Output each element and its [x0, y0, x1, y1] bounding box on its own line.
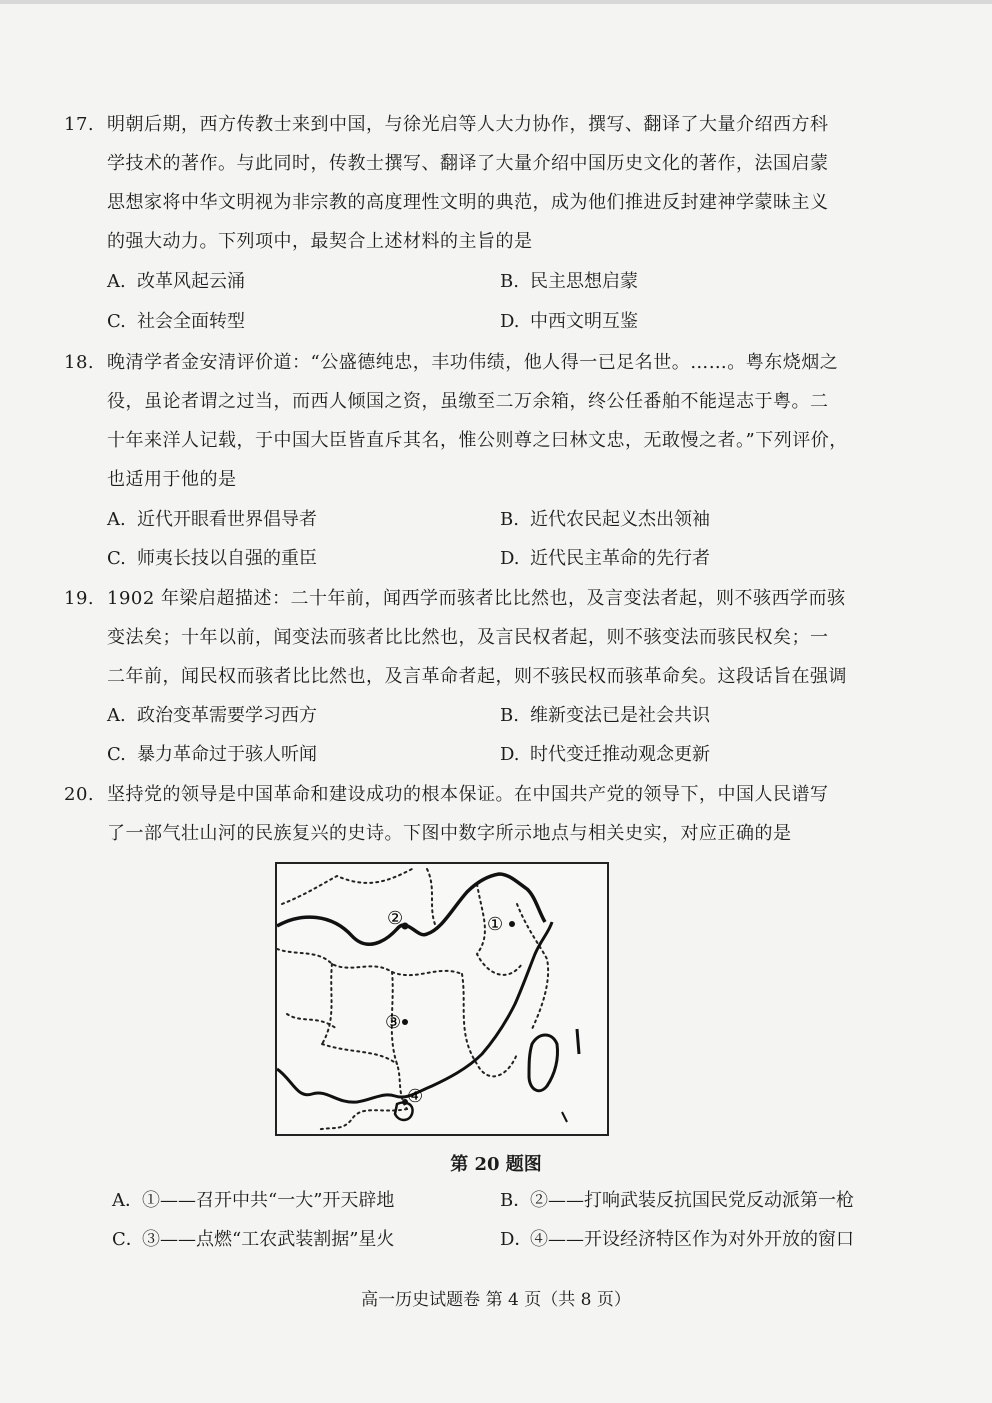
option-letter: A.	[107, 705, 126, 726]
option-letter: C.	[107, 548, 126, 569]
map-svg	[277, 864, 607, 1134]
question-number: 19.	[64, 588, 95, 609]
option-text: 暴力革命过于骇人听闻	[137, 744, 317, 765]
page-edge	[0, 0, 992, 4]
option-b[interactable]	[500, 705, 710, 727]
option-letter: A.	[107, 271, 126, 292]
option-text: 改革风起云涌	[137, 271, 245, 292]
small-island-mark	[577, 1029, 579, 1054]
option-text: 近代民主革命的先行者	[530, 548, 710, 569]
map-marker-2: ②	[387, 908, 404, 929]
option-d[interactable]	[500, 548, 710, 570]
question-text-line: 学技术的著作。与此同时，传教士撰写、翻译了大量介绍中国历史文化的著作，法国启蒙	[107, 153, 829, 174]
map-marker-4: ④	[407, 1086, 424, 1107]
question-text-line: 十年来洋人记载，于中国大臣皆直斥其名，惟公则尊之曰林文忠，无敢慢之者。”下列评价，	[107, 430, 848, 451]
option-a[interactable]	[107, 705, 317, 727]
question-text-line: 坚持党的领导是中国革命和建设成功的根本保证。在中国共产党的领导下，中国人民谱写	[107, 784, 829, 805]
option-text: ④——开设经济特区作为对外开放的窗口	[530, 1229, 854, 1250]
option-letter: B.	[500, 271, 519, 292]
question-text-line: 变法矣；十年以前，闻变法而骇者比比然也，及言民权者起，则不骇变法而骇民权矣；一	[107, 627, 829, 648]
map-marker-3: ③	[385, 1012, 402, 1033]
option-text: 近代开眼看世界倡导者	[137, 509, 317, 530]
option-letter: D．	[500, 1229, 533, 1250]
question-number: 18.	[64, 352, 95, 373]
question-text-line: 二年前，闻民权而骇者比比然也，及言革命者起，则不骇民权而骇革命矣。这段话旨在强调	[107, 666, 847, 687]
china-map-figure	[275, 862, 609, 1136]
option-text: ①——召开中共“一大”开天辟地	[142, 1190, 395, 1211]
option-a[interactable]	[112, 1190, 394, 1212]
taiwan-island	[529, 1035, 558, 1091]
option-b[interactable]	[500, 1190, 854, 1212]
option-c[interactable]	[107, 311, 245, 333]
option-letter: A．	[112, 1190, 143, 1211]
option-c[interactable]	[107, 744, 317, 766]
question-text-line: 也适用于他的是	[107, 469, 237, 490]
option-a[interactable]	[107, 271, 245, 293]
yangtze-river	[277, 874, 545, 944]
southern-coastline	[277, 922, 552, 1102]
question-text-line: 役，虽论者谓之过当，而西人倾国之资，虽缴至二万余箱，终公任番舶不能逞志于粤。二	[107, 391, 829, 412]
option-c[interactable]	[107, 548, 317, 570]
option-d[interactable]	[500, 744, 710, 766]
option-text: 时代变迁推动观念更新	[530, 744, 710, 765]
city-dot	[402, 1019, 408, 1025]
option-letter: D.	[500, 548, 520, 569]
option-letter: C．	[112, 1229, 144, 1250]
option-b[interactable]	[500, 271, 638, 293]
option-text: 政治变革需要学习西方	[137, 705, 317, 726]
option-d[interactable]	[500, 311, 638, 333]
option-letter: D.	[500, 744, 520, 765]
option-letter: A.	[107, 509, 126, 530]
question-number: 17.	[64, 114, 95, 135]
option-letter: B.	[500, 705, 519, 726]
option-c[interactable]	[112, 1229, 394, 1251]
option-letter: B．	[500, 1190, 532, 1211]
option-text: 社会全面转型	[137, 311, 245, 332]
option-text: 近代农民起义杰出领袖	[530, 509, 710, 530]
option-d[interactable]	[500, 1229, 854, 1251]
question-number: 20.	[64, 784, 95, 805]
question-text-line: 了一部气壮山河的民族复兴的史诗。下图中数字所示地点与相关史实，对应正确的是	[107, 823, 792, 844]
question-text-line: 思想家将中华文明视为非宗教的高度理性文明的典范，成为他们推进反封建神学蒙昧主义	[107, 192, 829, 213]
question-text-line: 的强大动力。下列项中，最契合上述材料的主旨的是	[107, 231, 533, 252]
small-island-mark	[562, 1112, 567, 1122]
question-text-line: 明朝后期，西方传教士来到中国，与徐光启等人大力协作，撰写、翻译了大量介绍西方科	[107, 114, 829, 135]
option-letter: C.	[107, 744, 126, 765]
option-text: ③——点燃“工农武装割据”星火	[142, 1229, 395, 1250]
question-text-line: 1902 年梁启超描述：二十年前，闻西学而骇者比比然也，及言变法者起，则不骇西学而骇	[107, 588, 846, 609]
city-dot	[509, 921, 515, 927]
option-b[interactable]	[500, 509, 710, 531]
option-letter: B.	[500, 509, 519, 530]
figure-caption: 第 20 题图	[450, 1154, 542, 1175]
question-text-line: 晚清学者金安清评价道：“公盛德纯忠，丰功伟绩，他人得一已足名世。……。粤东烧烟之	[107, 352, 839, 373]
option-text: 民主思想启蒙	[530, 271, 638, 292]
option-text: 师夷长技以自强的重臣	[137, 548, 317, 569]
option-text: ②——打响武装反抗国民党反动派第一枪	[530, 1190, 854, 1211]
map-marker-1: ①	[487, 914, 504, 935]
option-letter: C.	[107, 311, 126, 332]
option-a[interactable]	[107, 509, 317, 531]
option-text: 维新变法已是社会共识	[530, 705, 710, 726]
option-letter: D.	[500, 311, 520, 332]
option-text: 中西文明互鉴	[530, 311, 638, 332]
page-footer: 高一历史试题卷 第 4 页（共 8 页）	[361, 1290, 631, 1310]
